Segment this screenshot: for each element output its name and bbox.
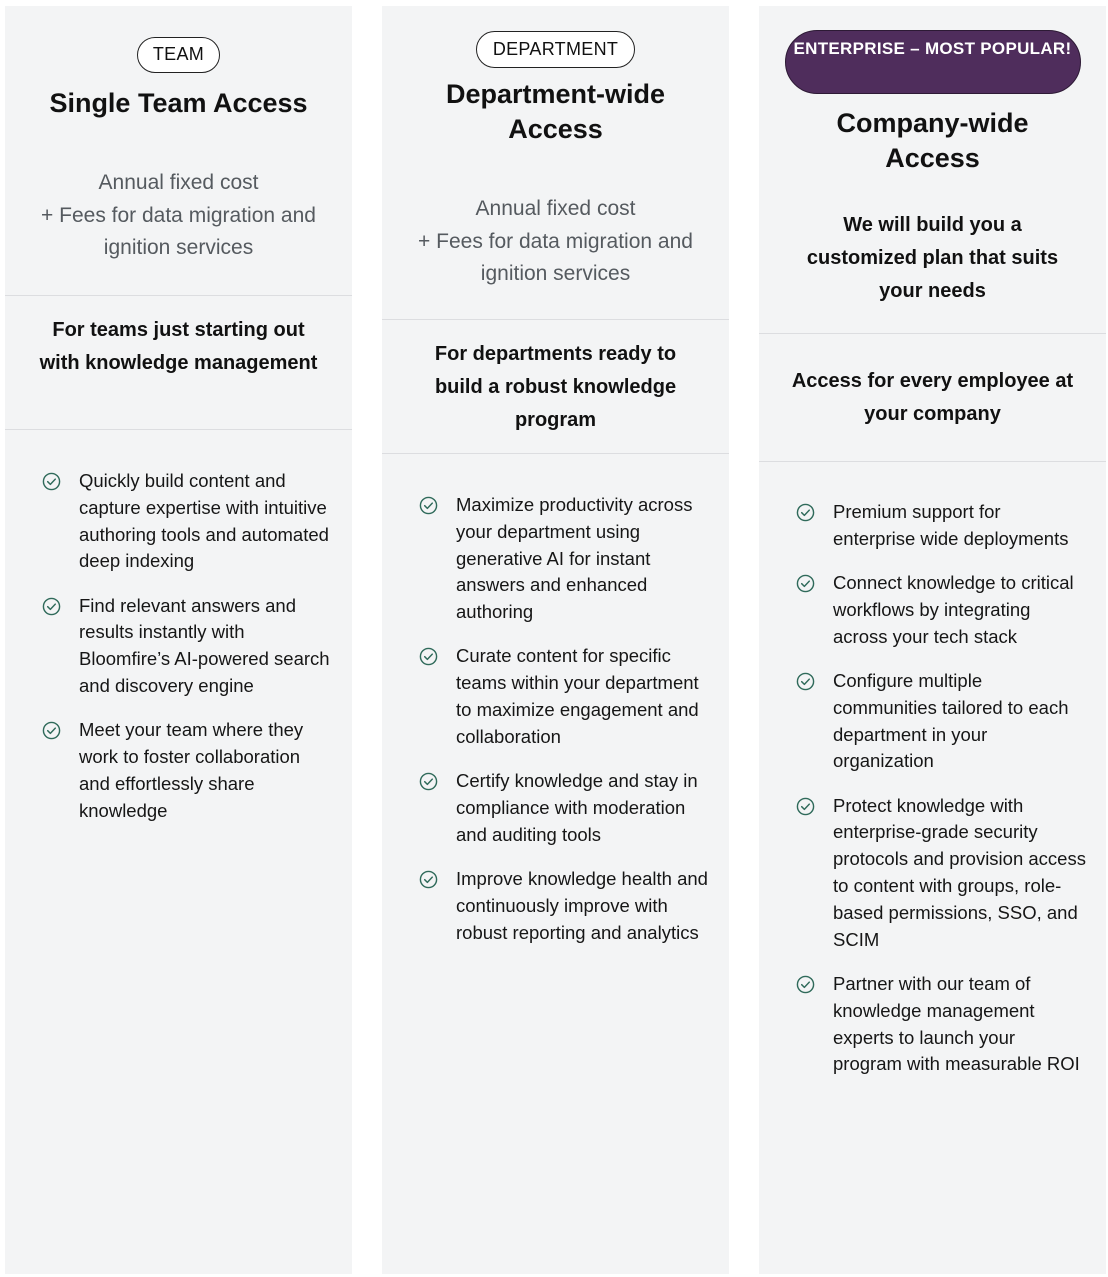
plan-tagline: For teams just starting out with knowledge management bbox=[39, 319, 318, 374]
check-circle-icon bbox=[796, 574, 815, 593]
feature-item bbox=[759, 793, 1106, 954]
feature-item bbox=[759, 971, 1106, 1078]
check-circle-icon bbox=[42, 721, 61, 740]
price-line-2: + Fees for data migration and ignition services bbox=[41, 203, 316, 259]
feature-item bbox=[5, 717, 352, 824]
plan-tagline: For departments ready to build a robust knowledge program bbox=[434, 343, 677, 431]
feature-text: Protect knowledge with enterprise-grade security protocols and provision access to content with groups, role-based permissions, SSO, and SCIM bbox=[833, 794, 1086, 950]
feature-list bbox=[759, 499, 1106, 1096]
plan-tag: TEAM bbox=[137, 37, 220, 73]
feature-text: Curate content for specific teams within your department to maximize engagement and collaboration bbox=[456, 645, 699, 747]
feature-text: Connect knowledge to critical workflows by integrating across your tech stack bbox=[833, 572, 1074, 647]
plan-title: Company-wide Access bbox=[836, 108, 1029, 173]
plan-price bbox=[5, 167, 352, 265]
custom-plan-note: We will build you a customized plan that suits your needs bbox=[806, 214, 1059, 302]
feature-text: Partner with our team of knowledge management experts to launch your program with measurable ROI bbox=[833, 972, 1080, 1075]
divider bbox=[5, 429, 352, 430]
feature-list bbox=[5, 468, 352, 842]
price-line-1: Annual fixed cost bbox=[475, 197, 636, 220]
divider bbox=[759, 333, 1106, 334]
plan-tag: DEPARTMENT bbox=[476, 31, 635, 68]
check-circle-icon bbox=[42, 472, 61, 491]
check-circle-icon bbox=[419, 772, 438, 791]
feature-list bbox=[382, 492, 729, 964]
feature-text: Find relevant answers and results instantly with Bloomfire’s AI-powered search and discovery engine bbox=[79, 594, 330, 697]
feature-item bbox=[382, 768, 729, 848]
feature-text: Maximize productivity across your department using generative AI for instant answers and enhanced authoring bbox=[456, 494, 693, 623]
feature-item bbox=[5, 593, 352, 700]
plan-title: Department-wide Access bbox=[445, 79, 666, 144]
plan-header bbox=[759, 6, 1106, 308]
check-circle-icon bbox=[796, 797, 815, 816]
check-circle-icon bbox=[419, 647, 438, 666]
feature-text: Improve knowledge health and continuously improve with robust reporting and analytics bbox=[456, 868, 708, 943]
feature-item bbox=[382, 643, 729, 750]
price-line-1: Annual fixed cost bbox=[98, 171, 259, 194]
feature-item bbox=[382, 866, 729, 946]
most-popular-badge: ENTERPRISE – MOST POPULAR! bbox=[785, 30, 1081, 94]
check-circle-icon bbox=[419, 496, 438, 515]
feature-text: Meet your team where they work to foster collaboration and effortlessly share knowledge bbox=[79, 719, 304, 821]
check-circle-icon bbox=[796, 975, 815, 994]
plan-header bbox=[5, 6, 352, 265]
check-circle-icon bbox=[796, 672, 815, 691]
divider bbox=[382, 319, 729, 320]
feature-item bbox=[5, 468, 352, 575]
check-circle-icon bbox=[419, 870, 438, 889]
plan-tagline: Access for every employee at your company bbox=[791, 370, 1074, 425]
plan-title: Single Team Access bbox=[49, 88, 308, 118]
feature-text: Quickly build content and capture expertise with intuitive authoring tools and automated deep indexing bbox=[79, 470, 329, 572]
divider bbox=[759, 461, 1106, 462]
divider bbox=[5, 295, 352, 296]
feature-item bbox=[759, 668, 1106, 775]
feature-item bbox=[759, 570, 1106, 650]
feature-text: Premium support for enterprise wide deployments bbox=[833, 501, 1069, 549]
price-line-2: + Fees for data migration and ignition services bbox=[418, 229, 693, 285]
plan-card-department bbox=[382, 6, 729, 1274]
feature-text: Certify knowledge and stay in compliance with moderation and auditing tools bbox=[456, 770, 698, 845]
feature-text: Configure multiple communities tailored to each department in your organization bbox=[833, 669, 1069, 772]
plan-card-enterprise bbox=[759, 6, 1106, 1274]
feature-item bbox=[759, 499, 1106, 553]
plan-header bbox=[382, 6, 729, 291]
plan-card-team bbox=[5, 6, 352, 1274]
check-circle-icon bbox=[42, 597, 61, 616]
plan-price bbox=[382, 193, 729, 291]
feature-item bbox=[382, 492, 729, 626]
divider bbox=[382, 453, 729, 454]
check-circle-icon bbox=[796, 503, 815, 522]
